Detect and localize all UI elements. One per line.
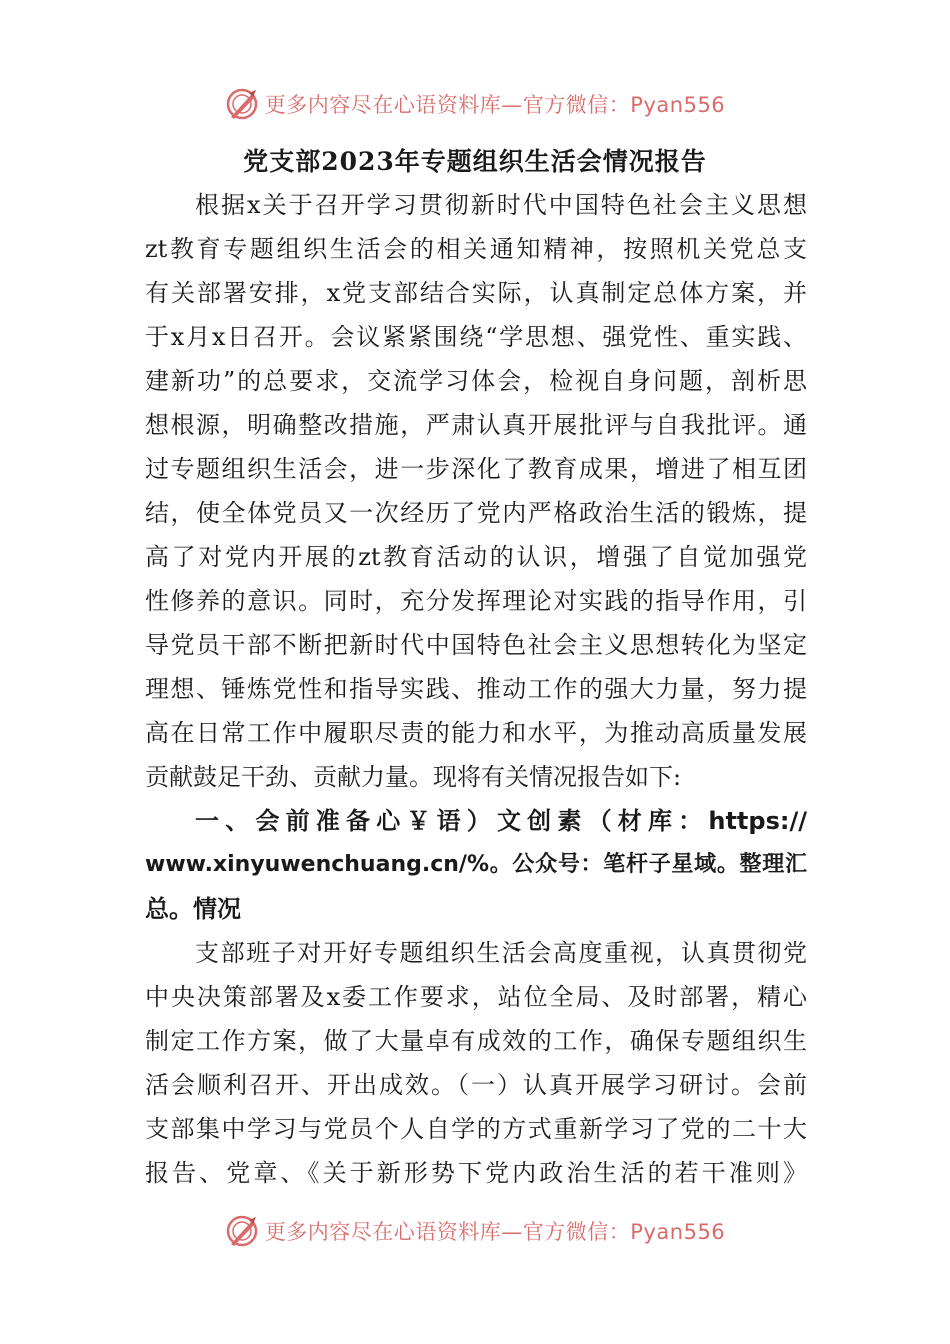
watermark-text: 更多内容尽在心语资料库—官方微信：Pyan556	[264, 93, 726, 117]
body-line: 过专题组织生活会，进一步深化了教育成果，增进了相互团	[145, 455, 807, 483]
body-line: 建新功”的总要求，交流学习体会，检视自身问题，剖析思	[145, 367, 807, 395]
pen-logo-icon	[225, 87, 259, 121]
pen-logo-icon	[225, 1214, 259, 1248]
body-line: 高了对党内开展的zt教育活动的认识，增强了自觉加强党	[145, 543, 807, 571]
body-line: 理想、锤炼党性和指导实践、推动工作的强大力量，努力提	[145, 675, 807, 703]
body-line: 中央决策部署及x委工作要求，站位全局、及时部署，精心	[145, 983, 807, 1011]
body-line: 导党员干部不断把新时代中国特色社会主义思想转化为坚定	[145, 631, 807, 659]
body-line: 想根源，明确整改措施，严肃认真开展批评与自我批评。通	[145, 411, 807, 439]
body-line: 高在日常工作中履职尽责的能力和水平，为推动高质量发展	[145, 719, 807, 747]
body-line: 贡献鼓足干劲、贡献力量。现将有关情况报告如下:	[145, 763, 682, 791]
section-heading-line: www.xinyuwenchuang.cn/%。公众号：笔杆子星域。整理汇	[145, 852, 807, 877]
body-line: 支部班子对开好专题组织生活会高度重视，认真贯彻党	[195, 939, 807, 967]
body-line: 根据x关于召开学习贯彻新时代中国特色社会主义思想	[195, 191, 807, 219]
body-line: 于x月x日召开。会议紧紧围绕“学思想、强党性、重实践、	[145, 323, 807, 351]
section-heading-line: 总。情况	[145, 895, 241, 923]
body-line: zt教育专题组织生活会的相关通知精神，按照机关党总支	[145, 235, 807, 263]
body-line: 结，使全体党员又一次经历了党内严格政治生活的锻炼，提	[145, 499, 807, 527]
section-heading: 一、会前准备心￥语）文创素（材库：https://	[195, 807, 807, 835]
body-line: 有关部署安排，x党支部结合实际，认真制定总体方案，并	[145, 279, 807, 307]
document-title: 党支部2023年专题组织生活会情况报告	[243, 147, 707, 176]
document-body	[145, 183, 807, 1195]
body-line: 报告、党章、《关于新形势下党内政治生活的若干准则》	[145, 1159, 807, 1187]
watermark-header	[0, 84, 950, 124]
watermark-footer	[0, 1211, 950, 1251]
body-line: 性修养的意识。同时，充分发挥理论对实践的指导作用，引	[145, 587, 807, 615]
body-line: 支部集中学习与党员个人自学的方式重新学习了党的二十大	[145, 1115, 807, 1143]
watermark-text: 更多内容尽在心语资料库—官方微信：Pyan556	[264, 1220, 726, 1244]
body-line: 制定工作方案，做了大量卓有成效的工作，确保专题组织生	[145, 1027, 807, 1055]
body-line: 活会顺利召开、开出成效。（一）认真开展学习研讨。会前	[145, 1071, 807, 1099]
